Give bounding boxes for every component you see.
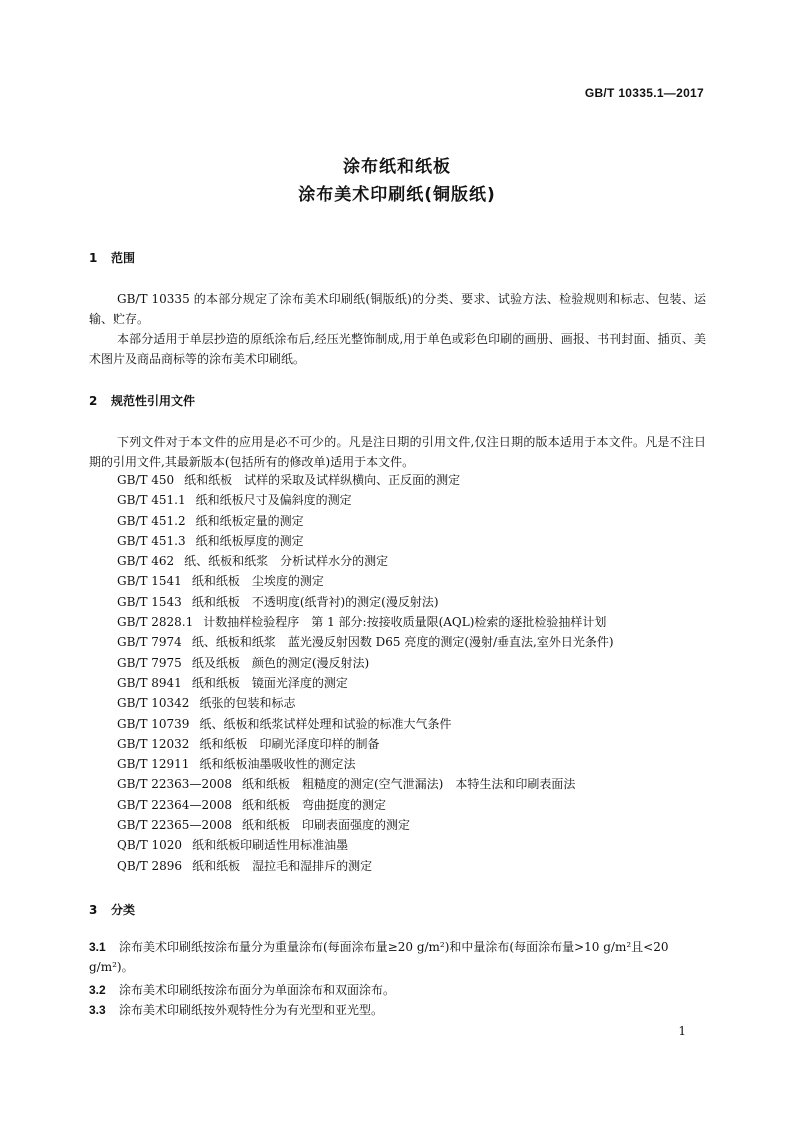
reference-title: 纸、纸板和纸浆试样处理和试验的标准大气条件 xyxy=(199,716,452,731)
reference-item xyxy=(117,612,614,632)
reference-code: GB/T 10342 xyxy=(117,696,190,711)
reference-title: 纸、纸板和纸浆 分析试样水分的测定 xyxy=(184,554,389,569)
standard-code: GB/T 10335.1—2017 xyxy=(584,86,704,100)
clause-number: 3.1 xyxy=(89,940,106,954)
reference-code: QB/T 1020 xyxy=(117,838,183,853)
reference-code: GB/T 7974 xyxy=(117,635,182,650)
reference-title: 纸及纸板 颜色的测定(漫反射法) xyxy=(191,655,370,670)
reference-code: GB/T 451.1 xyxy=(117,493,186,508)
references-intro: 下列文件对于本文件的应用是必不可少的。凡是注日期的引用文件,仅注日期的版本适用于本文件。凡是不注日期的引用文件,其最新版本(包括所有的修改单)适用于本文件。 xyxy=(89,435,706,469)
reference-title: 计数抽样检验程序 第 1 部分:按接收质量限(AQL)检索的逐批检验抽样计划 xyxy=(203,615,607,630)
page-number: 1 xyxy=(678,1024,686,1038)
reference-code: GB/T 7975 xyxy=(117,655,182,670)
clause-text: 涂布美术印刷纸按涂布面分为单面涂布和双面涂布。 xyxy=(119,983,396,997)
reference-item xyxy=(117,815,614,835)
document-title-line2: 涂布美术印刷纸(铜版纸) xyxy=(298,185,496,205)
reference-item xyxy=(117,511,614,531)
clause-3-1 xyxy=(89,937,706,977)
reference-title: 纸和纸板 试样的采取及试样纵横向、正反面的测定 xyxy=(184,473,461,487)
reference-item xyxy=(117,734,614,754)
scope-paragraph-1: GB/T 10335 的本部分规定了涂布美术印刷纸(铜版纸)的分类、要求、试验方法、检验规则和标志、包装、运输、贮存。 xyxy=(89,292,706,326)
reference-title: 纸和纸板 不透明度(纸背衬)的测定(漫反射法) xyxy=(191,594,439,609)
reference-title: 纸和纸板 湿拉毛和湿排斥的测定 xyxy=(192,858,373,873)
reference-item xyxy=(117,856,614,876)
reference-title: 纸和纸板 印刷表面强度的测定 xyxy=(241,818,410,833)
reference-item xyxy=(117,551,614,571)
reference-item xyxy=(117,714,614,734)
section-number: 3 xyxy=(89,903,98,917)
section-number: 2 xyxy=(89,394,98,408)
reference-code: GB/T 2828.1 xyxy=(117,615,194,630)
clause-3-3 xyxy=(89,1000,706,1020)
reference-code: GB/T 12032 xyxy=(117,736,190,751)
section-title: 分类 xyxy=(111,903,136,917)
scope-paragraph-2: 本部分适用于单层抄造的原纸涂布后,经压光整饰制成,用于单色或彩色印刷的画册、画报、书刊封面、插页、美术图片及商品商标等的涂布美术印刷纸。 xyxy=(89,332,706,366)
reference-title: 纸和纸板尺寸及偏斜度的测定 xyxy=(195,493,352,508)
reference-code: GB/T 451.3 xyxy=(117,533,186,548)
reference-item xyxy=(117,795,614,815)
reference-item xyxy=(117,592,614,612)
reference-item xyxy=(117,653,614,673)
reference-item xyxy=(117,490,614,510)
section-title: 范围 xyxy=(111,251,136,265)
reference-code: GB/T 8941 xyxy=(117,675,182,690)
clause-number: 3.3 xyxy=(89,1003,106,1017)
reference-item xyxy=(117,632,614,652)
reference-item xyxy=(117,835,614,855)
reference-title: 纸和纸板 印刷光泽度印样的制备 xyxy=(199,736,380,751)
reference-item xyxy=(117,774,614,794)
reference-item xyxy=(117,531,614,551)
section-heading-normative-references xyxy=(89,392,195,409)
clause-3-2 xyxy=(89,980,706,1000)
reference-title: 纸和纸板 尘埃度的测定 xyxy=(191,574,324,589)
reference-title: 纸张的包装和标志 xyxy=(199,696,296,711)
reference-list xyxy=(117,470,614,876)
section-heading-classification xyxy=(89,901,135,918)
clause-text: 涂布美术印刷纸按涂布量分为重量涂布(每面涂布量≥20 g/m²)和中量涂布(每面涂布量>10 g/m²且<20 g/m²)。 xyxy=(89,940,669,974)
clause-number: 3.2 xyxy=(89,983,106,997)
reference-title: 纸和纸板厚度的测定 xyxy=(195,533,304,548)
reference-title: 纸和纸板印刷适性用标准油墨 xyxy=(192,838,349,853)
reference-item xyxy=(117,470,614,490)
reference-code: GB/T 450 xyxy=(117,473,175,487)
document-title-line1: 涂布纸和纸板 xyxy=(343,157,451,177)
reference-code: GB/T 462 xyxy=(117,554,175,569)
reference-item xyxy=(117,754,614,774)
reference-title: 纸和纸板油墨吸收性的测定法 xyxy=(199,757,356,772)
reference-code: GB/T 22364—2008 xyxy=(117,797,232,812)
reference-code: GB/T 10739 xyxy=(117,716,190,731)
reference-code: GB/T 12911 xyxy=(117,757,190,772)
reference-title: 纸和纸板 弯曲挺度的测定 xyxy=(241,797,386,812)
reference-code: GB/T 22365—2008 xyxy=(117,818,232,833)
reference-title: 纸和纸板定量的测定 xyxy=(195,513,304,528)
section-number: 1 xyxy=(89,251,98,265)
reference-title: 纸、纸板和纸浆 蓝光漫反射因数 D65 亮度的测定(漫射/垂直法,室外日光条件) xyxy=(191,635,614,650)
reference-item xyxy=(117,673,614,693)
reference-title: 纸和纸板 粗糙度的测定(空气泄漏法) 本特生法和印刷表面法 xyxy=(241,777,576,792)
clause-text: 涂布美术印刷纸按外观特性分为有光型和亚光型。 xyxy=(119,1003,384,1017)
reference-code: GB/T 451.2 xyxy=(117,513,186,528)
reference-item xyxy=(117,693,614,713)
reference-code: QB/T 2896 xyxy=(117,858,183,873)
section-title: 规范性引用文件 xyxy=(111,394,196,408)
reference-code: GB/T 1543 xyxy=(117,594,182,609)
reference-code: GB/T 1541 xyxy=(117,574,182,589)
reference-code: GB/T 22363—2008 xyxy=(117,777,232,792)
reference-item xyxy=(117,571,614,591)
section-heading-scope xyxy=(89,249,135,266)
reference-title: 纸和纸板 镜面光泽度的测定 xyxy=(191,675,348,690)
